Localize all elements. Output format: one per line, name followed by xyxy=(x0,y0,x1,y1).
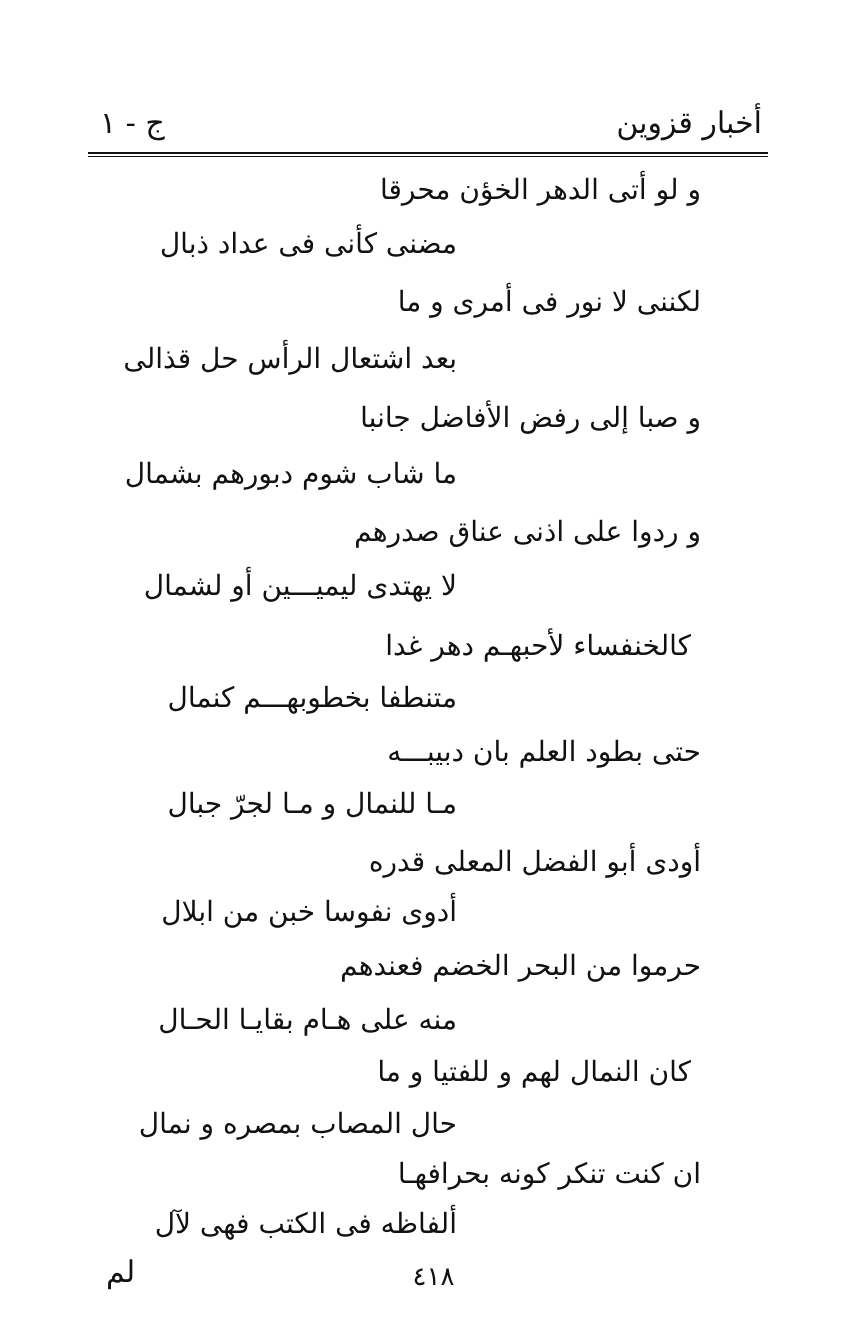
catchword: لم xyxy=(106,1255,136,1290)
verse-line-13: أودى أبو الفضل المعلى قدره xyxy=(368,845,701,878)
verse-line-10: متنطفا بخطوبهـــم كنمال xyxy=(167,681,457,714)
verse-line-5: و صبا إلى رفض الأفاضل جانبا xyxy=(360,401,701,434)
verse-line-7: و ردوا على اذنى عناق صدرهم xyxy=(354,515,701,548)
verse-line-17: كان النمال لهم و للفتيا و ما xyxy=(377,1055,691,1088)
verse-line-2: مضنى كأنى فى عداد ذبال xyxy=(159,227,457,260)
volume-number: ج - ١ xyxy=(100,106,165,141)
verse-line-12: مـا للنمال و مـا لجرّ جبال xyxy=(167,787,457,820)
page-number: ٤١٨ xyxy=(412,1262,455,1292)
verse-line-9: كالخنفساء لأحبهـم دهر غدا xyxy=(385,629,691,662)
verse-line-8: لا يهتدى ليميـــين أو لشمال xyxy=(143,569,457,602)
verse-line-6: ما شاب شوم دبورهم بشمال xyxy=(124,457,457,490)
verse-line-4: بعد اشتعال الرأس حل قذالى xyxy=(123,342,457,375)
running-title: أخبار قزوين xyxy=(616,106,762,141)
header-rule-thin xyxy=(88,156,768,157)
verse-line-15: حرموا من البحر الخضم فعندهم xyxy=(340,949,701,982)
verse-line-14: أدوى نفوسا خبن من ابلال xyxy=(161,895,457,928)
verse-line-1: و لو أتى الدهر الخؤن محرقا xyxy=(379,173,701,206)
verse-line-11: حتى بطود العلم بان دبيبـــه xyxy=(387,735,701,768)
running-header xyxy=(88,100,768,152)
header-rule xyxy=(88,152,768,154)
verse-line-3: لكننى لا نور فى أمرى و ما xyxy=(397,285,701,318)
verse-line-16: منه على هـام بقايـا الحـال xyxy=(158,1003,457,1036)
verse-line-20: ألفاظه فى الكتب فهى لآل xyxy=(154,1207,457,1240)
verse-line-19: ان كنت تنكر كونه بحرافهـا xyxy=(397,1157,701,1190)
verse-line-18: حال المصاب بمصره و نمال xyxy=(138,1107,457,1140)
